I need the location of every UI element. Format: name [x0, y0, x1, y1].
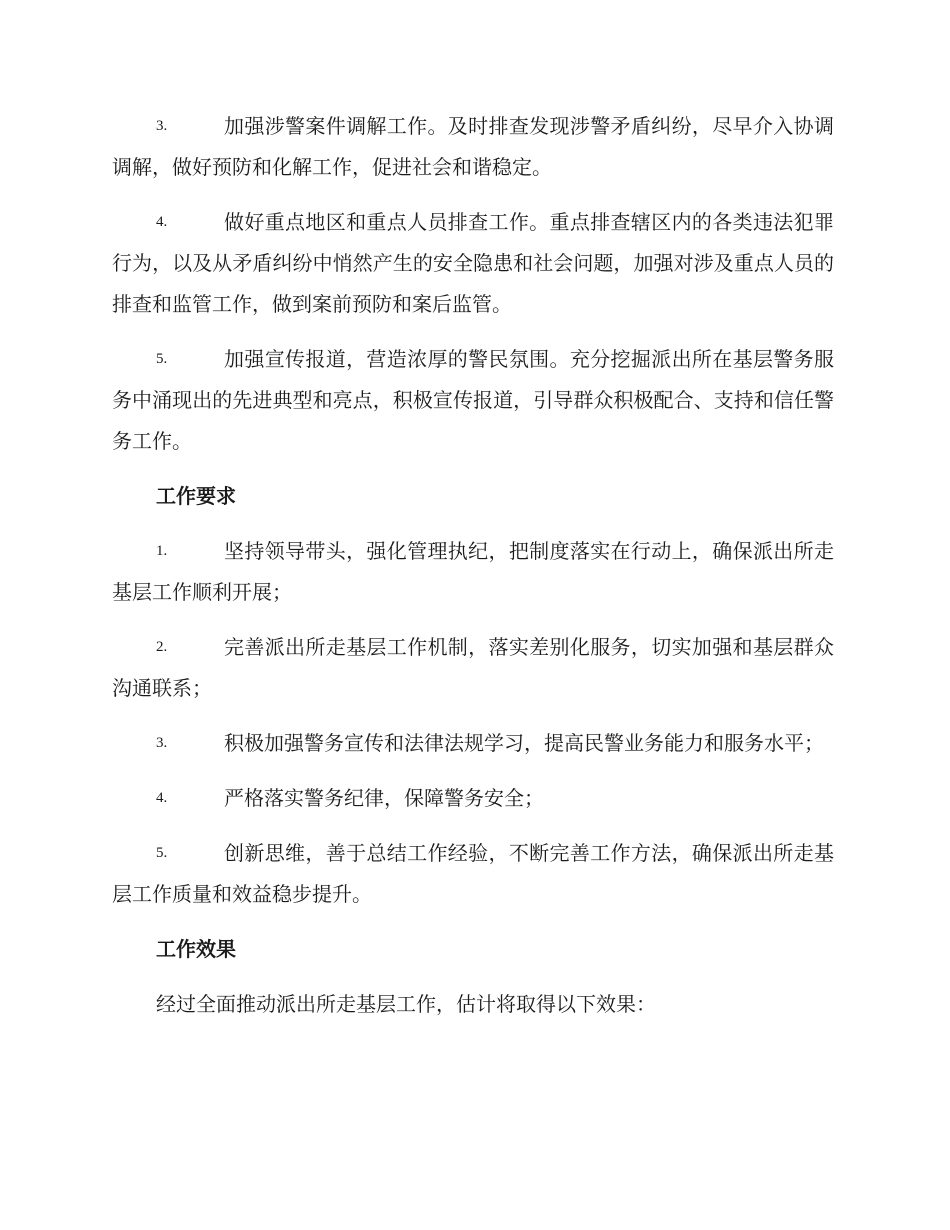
item-number: 3.	[156, 118, 168, 134]
item-number: 4.	[156, 214, 168, 230]
section-heading-results: 工作效果	[156, 937, 236, 961]
item-text: 创新思维，善于总结工作经验，不断完善工作方法，确保派出所走基层工作质量和效益稳步提升。	[112, 841, 834, 906]
list-item	[112, 833, 834, 915]
item-text: 完善派出所走基层工作机制，落实差别化服务，切实加强和基层群众沟通联系；	[112, 635, 834, 700]
item-text: 加强宣传报道，营造浓厚的警民氛围。充分挖掘派出所在基层警务服务中涌现出的先进典型和亮点，积极宣传报道，引导群众积极配合、支持和信任警务工作。	[112, 347, 834, 453]
list-item	[112, 723, 834, 764]
list-item	[112, 339, 834, 462]
item-number: 2.	[156, 639, 168, 655]
section-heading-requirements: 工作要求	[156, 484, 236, 508]
list-item	[112, 531, 834, 613]
list-item	[112, 202, 834, 325]
item-text: 严格落实警务纪律，保障警务安全；	[224, 786, 544, 810]
results-intro-paragraph: 经过全面推动派出所走基层工作，估计将取得以下效果：	[156, 992, 656, 1016]
list-item	[112, 627, 834, 709]
list-item	[112, 106, 834, 188]
item-number: 5.	[156, 845, 168, 861]
item-number: 4.	[156, 790, 168, 806]
list-item	[112, 778, 834, 819]
item-number: 5.	[156, 351, 168, 367]
item-text: 积极加强警务宣传和法律法规学习，提高民警业务能力和服务水平；	[224, 731, 824, 755]
item-text: 坚持领导带头，强化管理执纪，把制度落实在行动上，确保派出所走基层工作顺利开展；	[112, 539, 834, 604]
item-number: 1.	[156, 543, 168, 559]
item-number: 3.	[156, 735, 168, 751]
item-text: 做好重点地区和重点人员排查工作。重点排查辖区内的各类违法犯罪行为，以及从矛盾纠纷中悄然产生的安全隐患和社会问题，加强对涉及重点人员的排查和监管工作，做到案前预防和案后监管。	[112, 210, 834, 316]
item-text: 加强涉警案件调解工作。及时排查发现涉警矛盾纠纷，尽早介入协调调解，做好预防和化解工作，促进社会和谐稳定。	[112, 114, 834, 179]
document-page	[112, 106, 834, 1039]
